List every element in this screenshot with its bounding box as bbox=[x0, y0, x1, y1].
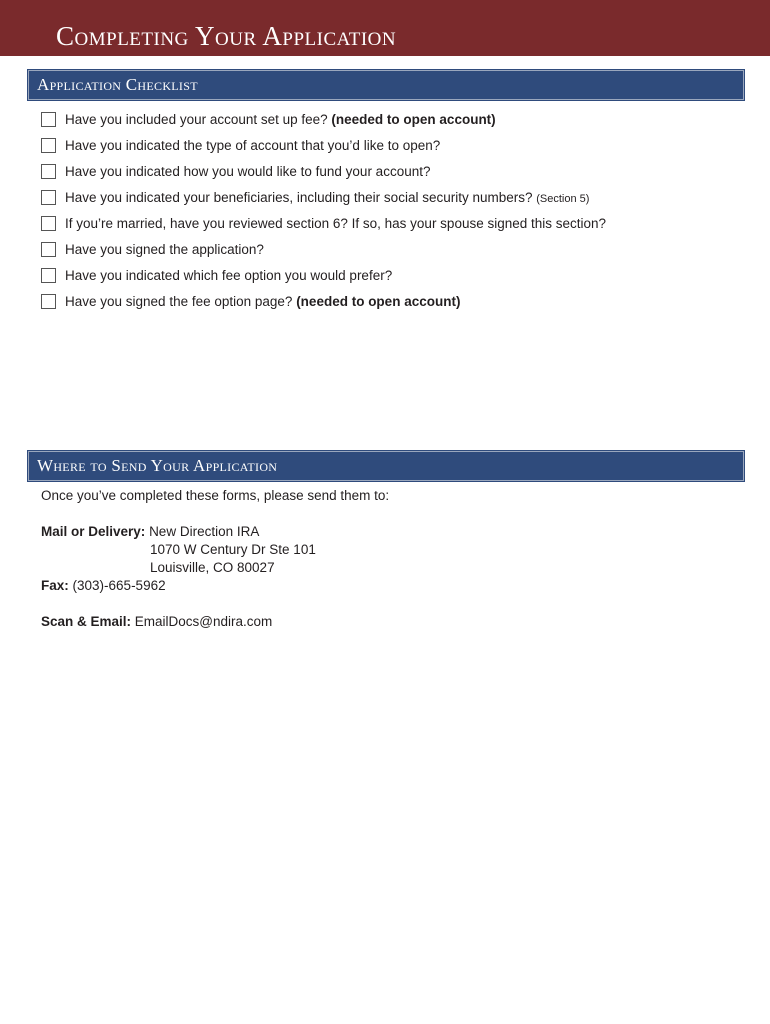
checkbox[interactable] bbox=[41, 268, 56, 283]
checklist-item-label bbox=[65, 109, 496, 132]
checklist-item-label bbox=[65, 213, 606, 236]
checklist-item-label bbox=[65, 239, 264, 262]
checkbox[interactable] bbox=[41, 294, 56, 309]
section-title-checklist: Application Checklist bbox=[37, 75, 198, 94]
mail-recipient: New Direction IRA bbox=[149, 524, 260, 539]
checklist-item-label bbox=[65, 265, 392, 288]
item-text: Have you indicated which fee option you would prefer? bbox=[65, 268, 393, 283]
scan-line bbox=[41, 613, 389, 631]
section-title-send: Where to Send Your Application bbox=[37, 456, 278, 475]
checklist-item bbox=[41, 111, 606, 137]
checkbox[interactable] bbox=[41, 216, 56, 231]
checkbox[interactable] bbox=[41, 164, 56, 179]
checkbox[interactable] bbox=[41, 138, 56, 153]
section-header-send bbox=[28, 451, 744, 481]
mail-street: 1070 W Century Dr Ste 101 bbox=[150, 542, 316, 557]
fax-number: (303)-665-5962 bbox=[72, 578, 166, 593]
mail-city: Louisville, CO 80027 bbox=[150, 560, 275, 575]
checklist-item bbox=[41, 163, 606, 189]
page-title: Completing Your Application bbox=[56, 21, 397, 51]
item-text: Have you indicated your beneficiaries, including their social security numbers? bbox=[65, 190, 537, 205]
checklist-item bbox=[41, 241, 606, 267]
checklist-item bbox=[41, 189, 606, 215]
checklist-item bbox=[41, 137, 606, 163]
send-instructions bbox=[41, 487, 389, 631]
checkbox[interactable] bbox=[41, 242, 56, 257]
item-text: Have you signed the fee option page? bbox=[65, 294, 297, 309]
checklist-item bbox=[41, 267, 606, 293]
checkbox[interactable] bbox=[41, 190, 56, 205]
scan-label: Scan & Email: bbox=[41, 614, 132, 629]
checklist-item-label bbox=[65, 187, 589, 210]
checklist-item-label bbox=[65, 135, 440, 158]
email-address: EmailDocs@ndira.com bbox=[134, 614, 273, 629]
item-note-bold: (needed to open account) bbox=[331, 112, 496, 127]
checkbox[interactable] bbox=[41, 112, 56, 127]
checklist-item bbox=[41, 293, 606, 319]
send-intro: Once you’ve completed these forms, please send them to: bbox=[41, 488, 390, 503]
checklist bbox=[41, 111, 606, 319]
item-text: Have you included your account set up fee? bbox=[65, 112, 332, 127]
mail-line bbox=[41, 523, 389, 541]
fax-label: Fax: bbox=[41, 578, 69, 593]
checklist-item bbox=[41, 215, 606, 241]
mail-label: Mail or Delivery: bbox=[41, 524, 146, 539]
item-text: Have you indicated how you would like to fund your account? bbox=[65, 164, 431, 179]
checklist-item-label bbox=[65, 161, 430, 184]
item-text: Have you indicated the type of account that you’d like to open? bbox=[65, 138, 441, 153]
item-text: If you’re married, have you reviewed section 6? If so, has your spouse signed this section? bbox=[65, 216, 607, 231]
item-text: Have you signed the application? bbox=[65, 242, 264, 257]
item-note-small: (Section 5) bbox=[536, 193, 590, 205]
checklist-item-label bbox=[65, 291, 460, 314]
fax-line bbox=[41, 577, 389, 595]
item-note-bold: (needed to open account) bbox=[296, 294, 461, 309]
title-banner bbox=[0, 0, 770, 56]
section-header-checklist bbox=[28, 70, 744, 100]
